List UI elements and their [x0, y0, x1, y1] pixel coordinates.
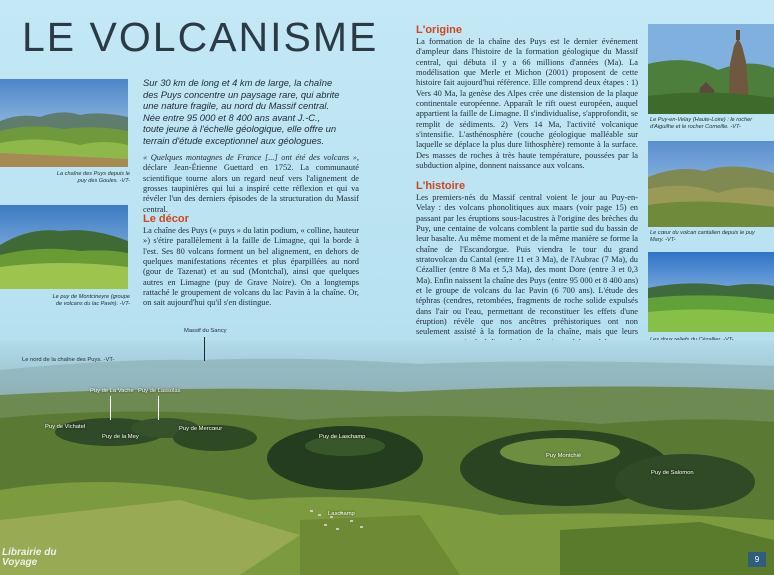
origine-paragraph: La formation de la chaîne des Puys est le dernier événement d'ampleur dans l'histoire de la formation géologique du Massif central, qui débuta il y a 66 millions d'années (Ma). La modélisation que Merle et Michon (2001) proposent de cette histoire fait aujourd'hui référence. Elle comprend deux étapes : 1) Vers 40 Ma, la genèse des Alpes crée une distension de la plaque continentale européenne. Apparaît le rift ouest européen, auquel appartient la faille de Limagne. Il s'individualise, s'approfondit, se remplit de sédiments. 2) Vers 14 Ma, l'activité volcanique s'intensifie. L'asthénosphère (couche géologique malléable sur laquelle se déplace la plus dure lithosphère) remonte à la surface. Des masses de roches à très haute température, poussées par la subduction alpine, donnent naissance aux volcans. [416, 37, 638, 171]
heading-origine: L'origine [416, 24, 463, 36]
page-title: LE VOLCANISME [22, 14, 379, 60]
left-column [143, 153, 359, 217]
quote-paragraph [143, 153, 359, 215]
histoire-paragraph: Les premiers-nés du Massif central voient le jour au Puy-en-Velay : des volcans phonolitiques aux maars (voir page 15) en passant par les éruptions sous-lacustres à l'origine des brèches du Puy, une centaine de volcans comblent la partie sud du bassin de leur basalte. Au même moment et de la même manière se forme la chaîne de l'Escandorgue. Puis viendra le tour du grand stratovolcan du Cantal (entre 11 et 3 Ma), de l'Aubrac (7 Ma), du Cézallier (entre 8 Ma et 5,3 Ma), des mont Dore (entre 3 et 0,3 Ma). Enfin naissent la chaîne des Puys (entre 95 000 et 8 400 ans) et le groupe de volcans du lac Pavin (6 700 ans). L'étude des téphras (cendres, retombées, fragments de roche solide expulsés dans l'air ou l'eau, permettant de reconstituer les effets d'une éruption) révèle que nos ancêtres préhistoriques ont non seulement assisté à la formation de la chaîne, mais que leurs [416, 193, 638, 337]
caption-montcineyre: Le puy de Montcineyre (groupe de volcans du lac Pavin). -VT- [52, 294, 130, 307]
watermark-logo: Librairie du Voyage [2, 547, 57, 568]
photo-chaine-des-puys [0, 79, 128, 167]
label-puy-de-la-vache: Puy de La Vache [90, 388, 134, 394]
photo-montcineyre [0, 205, 128, 289]
aerial-photo-chaine-des-puys [0, 340, 774, 575]
label-puy-de-lassolas: Puy de Lassolas [138, 388, 181, 394]
label-puy-de-salomon: Puy de Salomon [651, 470, 694, 476]
histoire-column [416, 193, 638, 361]
origine-column [416, 37, 638, 173]
heading-decor: Le décor [143, 213, 189, 225]
heading-histoire: L'histoire [416, 180, 466, 192]
photo-puy-en-velay [648, 24, 774, 114]
label-nord-chaine: Le nord de la chaîne des Puys. -VT- [22, 357, 115, 363]
label-puy-montchie: Puy Montchié [546, 453, 582, 459]
pin-lassolas [158, 396, 159, 420]
label-puy-de-la-mey: Puy de la Mey [102, 434, 139, 440]
decor-column [143, 226, 359, 311]
photo-cezallier [648, 252, 774, 332]
photo-volcan-cantalien [648, 141, 774, 227]
pin-sancy [204, 337, 205, 361]
label-massif-du-sancy: Massif du Sancy [184, 328, 227, 334]
label-puy-de-mercoeur: Puy de Mercœur [179, 426, 223, 432]
decor-paragraph: La chaîne des Puys (« puys » du latin podium, « colline, hauteur ») s'étire parallèlement à la faille de Limagne, qui la borde à l'est. Ses 80 volcans forment un bel alignement, en dehors de quelques manifestations récentes et plus éparpillées au nord (gour de Tazenat) et au sud (Montchal), ainsi que quelques autres en Limagne (puy de Grave Noire). On a longtemps rattaché le groupement de volcans du lac Pavin à la chaîne. Or, on sait aujourd'hui qu'il s'en distingue. [143, 226, 359, 308]
pin-la-vache [110, 396, 111, 420]
caption-chaine-des-puys: La chaîne des Puys depuis le puy des Goules. -VT- [56, 171, 130, 184]
caption-volcan-cantalien: Le cœur du volcan cantalien depuis le puy Mary. -VT- [650, 230, 755, 243]
label-puy-de-laschamp: Puy de Laschamp [319, 434, 366, 440]
quote-rest: , déclare Jean-Étienne Guettard en 1752. La communauté scientifique tourne alors un regard neuf vers l'alignement de grosses taupinières qui lui a inspiré cette réflexion et qui va révéler l'un des derniers épisodes de la structuration du Massif central. [143, 153, 359, 214]
caption-puy-en-velay: Le Puy-en-Velay (Haute-Loire) : le rocher d'Aiguilhe et le rocher Corneille. -VT- [650, 117, 753, 130]
page-number: 9 [748, 552, 766, 567]
guettard-quote: « Quelques montagnes de France [...] ont été des volcans » [143, 153, 357, 162]
label-laschamp-village: Laschamp [328, 511, 355, 517]
label-puy-de-vichatel: Puy de Vichatel [45, 424, 86, 430]
intro-paragraph: Sur 30 km de long et 4 km de large, la chaîne des Puys concentre un paysage rare, qui abrite une nature fragile, au nord du Massif central. Née entre 95 000 et 8 400 ans avant J.-C., toute jeune à l'échelle géologique, elle offre un terrain d'étude exceptionnel aux géologues. [143, 77, 340, 146]
